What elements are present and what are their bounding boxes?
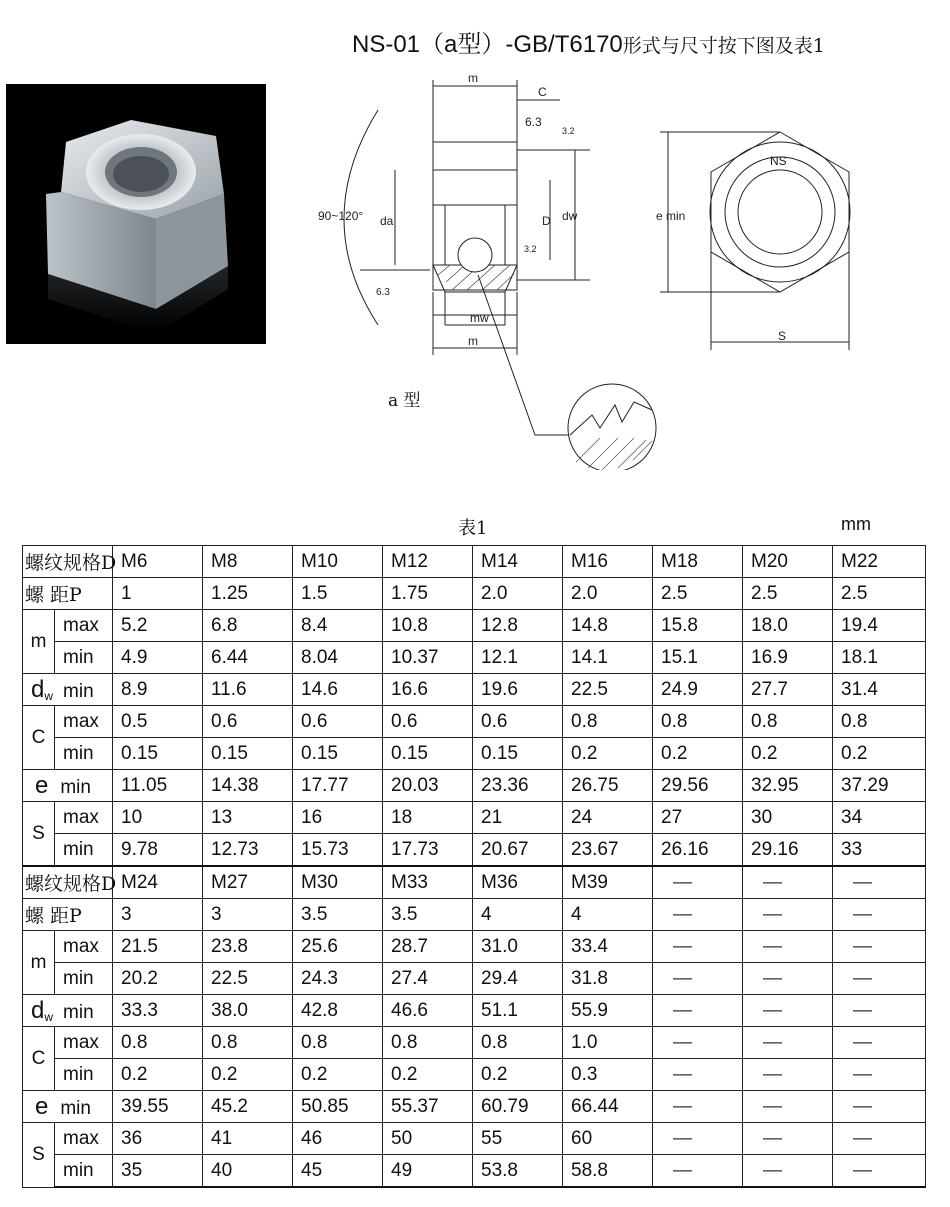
row-label-max: max — [55, 610, 113, 642]
table-cell: 3 — [203, 899, 293, 931]
table-cell: — — [833, 1091, 926, 1123]
table-cell: 0.8 — [653, 706, 743, 738]
table-cell: 31.8 — [563, 963, 653, 995]
table-cell: 26.16 — [653, 834, 743, 867]
label-dw: dw — [562, 209, 578, 223]
table-row — [23, 1123, 926, 1155]
table-cell: — — [743, 1059, 833, 1091]
table-row — [23, 931, 926, 963]
table-cell: — — [653, 963, 743, 995]
table-cell: 0.2 — [203, 1059, 293, 1091]
page-title — [352, 24, 825, 59]
label-d: D — [542, 214, 551, 228]
label-m-bottom: m — [468, 334, 478, 348]
table-cell: 17.77 — [293, 770, 383, 802]
dw-symbol: d — [31, 675, 45, 703]
table-cell: 18.1 — [833, 642, 926, 674]
table-cell: 0.15 — [293, 738, 383, 770]
table-cell: 26.75 — [563, 770, 653, 802]
table-cell: 8.4 — [293, 610, 383, 642]
table-cell: M39 — [563, 866, 653, 899]
table-cell: — — [743, 899, 833, 931]
table-cell: 9.78 — [113, 834, 203, 867]
table-cell: 23.67 — [563, 834, 653, 867]
table-cell: 8.9 — [113, 674, 203, 706]
table-cell: 60 — [563, 1123, 653, 1155]
table-cell: 22.5 — [563, 674, 653, 706]
table-cell: 0.2 — [653, 738, 743, 770]
row-label-max: max — [55, 931, 113, 963]
table-cell: 34 — [833, 802, 926, 834]
table-cell: 10.8 — [383, 610, 473, 642]
row-label-max: max — [55, 1027, 113, 1059]
table-cell: — — [743, 931, 833, 963]
row-label-dw — [23, 674, 113, 706]
table-cell: 20.03 — [383, 770, 473, 802]
title-main: NS-01（a型）-GB/T6170 — [352, 31, 623, 58]
spec-table-body — [23, 546, 926, 1188]
label-roughness-63-left: 6.3 — [376, 287, 390, 298]
label-e-min: e min — [656, 209, 686, 223]
table-cell: 20.2 — [113, 963, 203, 995]
table-cell: 0.2 — [113, 1059, 203, 1091]
table-cell: 16 — [293, 802, 383, 834]
table-cell: 1 — [113, 578, 203, 610]
table-cell: 31.4 — [833, 674, 926, 706]
table-cell: — — [743, 866, 833, 899]
table-cell: — — [653, 995, 743, 1027]
table-cell: 14.6 — [293, 674, 383, 706]
table-cell: 16.6 — [383, 674, 473, 706]
row-label-c: C — [23, 706, 55, 770]
table-row — [23, 1027, 926, 1059]
table-cell: 22.5 — [203, 963, 293, 995]
table-cell: 46.6 — [383, 995, 473, 1027]
table-cell: 55.37 — [383, 1091, 473, 1123]
table-row — [23, 899, 926, 931]
row-label-min: min — [55, 834, 113, 867]
dw-subscript: w — [44, 1009, 54, 1024]
table-cell: 0.8 — [113, 1027, 203, 1059]
row-label-s: S — [23, 802, 55, 867]
row-label-spec: 螺纹规格D — [23, 546, 113, 578]
table-cell: — — [833, 1155, 926, 1188]
table-cell: 16.9 — [743, 642, 833, 674]
table-cell: 66.44 — [563, 1091, 653, 1123]
table-cell: 0.15 — [473, 738, 563, 770]
table-cell: 49 — [383, 1155, 473, 1188]
spec-table — [22, 545, 926, 1188]
table-cell: — — [833, 931, 926, 963]
row-label-m: m — [23, 610, 55, 674]
table-row — [23, 1155, 926, 1188]
table-cell: 39.55 — [113, 1091, 203, 1123]
row-label-dw — [23, 995, 113, 1027]
table-cell: 24.9 — [653, 674, 743, 706]
table-cell: 14.38 — [203, 770, 293, 802]
table-cell: 2.0 — [563, 578, 653, 610]
table-cell: 0.2 — [833, 738, 926, 770]
table-cell: — — [833, 1123, 926, 1155]
label-ns: NS — [770, 154, 787, 168]
table-cell: 4.9 — [113, 642, 203, 674]
table-cell: 55.9 — [563, 995, 653, 1027]
table-cell: 1.25 — [203, 578, 293, 610]
row-label-c: C — [23, 1027, 55, 1091]
table-cell: 0.2 — [383, 1059, 473, 1091]
table-cell: 13 — [203, 802, 293, 834]
table-cell: 51.1 — [473, 995, 563, 1027]
table-cell: 29.16 — [743, 834, 833, 867]
row-label-max: max — [55, 1123, 113, 1155]
dw-min-label: min — [63, 680, 94, 702]
title-cn: 形式与尺寸按下图及表1 — [622, 35, 825, 57]
table-cell: 33.4 — [563, 931, 653, 963]
table-cell: 18 — [383, 802, 473, 834]
table-row — [23, 706, 926, 738]
table-cell: 1.5 — [293, 578, 383, 610]
table-cell: — — [833, 963, 926, 995]
table-cell: — — [833, 866, 926, 899]
table-cell: 24 — [563, 802, 653, 834]
table-caption: 表1 — [458, 518, 488, 539]
table-cell: 29.4 — [473, 963, 563, 995]
hex-nut-photo — [6, 84, 266, 344]
label-c: C — [538, 85, 547, 99]
table-cell: 37.29 — [833, 770, 926, 802]
table-cell: 38.0 — [203, 995, 293, 1027]
table-cell: 35 — [113, 1155, 203, 1188]
table-cell: — — [653, 1027, 743, 1059]
row-label-max: max — [55, 802, 113, 834]
table-cell: 0.6 — [473, 706, 563, 738]
table-cell: 41 — [203, 1123, 293, 1155]
table-cell: 0.6 — [293, 706, 383, 738]
table-row — [23, 802, 926, 834]
label-roughness-32-mid: 3.2 — [524, 244, 537, 254]
label-s: S — [778, 329, 787, 343]
table-cell: 0.2 — [563, 738, 653, 770]
table-row — [23, 738, 926, 770]
table-cell: 1.75 — [383, 578, 473, 610]
table-cell: — — [743, 1155, 833, 1188]
table-cell: 11.6 — [203, 674, 293, 706]
table-cell: 36 — [113, 1123, 203, 1155]
table-cell: M16 — [563, 546, 653, 578]
table-cell: 0.15 — [113, 738, 203, 770]
table-cell: 33.3 — [113, 995, 203, 1027]
dw-symbol: d — [31, 996, 45, 1024]
row-label-m: m — [23, 931, 55, 995]
table-cell: 2.5 — [743, 578, 833, 610]
table-row — [23, 963, 926, 995]
table-cell: 0.2 — [743, 738, 833, 770]
table-cell: 17.73 — [383, 834, 473, 867]
row-label-s: S — [23, 1123, 55, 1188]
table-cell: 0.8 — [833, 706, 926, 738]
table-row — [23, 1059, 926, 1091]
label-mw: mw — [470, 311, 489, 325]
row-label-pitch: 螺 距P — [23, 578, 113, 610]
table-row — [23, 546, 926, 578]
table-cell: 42.8 — [293, 995, 383, 1027]
table-cell: 15.1 — [653, 642, 743, 674]
table-cell: 0.8 — [473, 1027, 563, 1059]
table-cell: 23.36 — [473, 770, 563, 802]
table-cell: 24.3 — [293, 963, 383, 995]
table-cell: 25.6 — [293, 931, 383, 963]
e-min-label: min — [60, 1097, 91, 1119]
table-cell: 31.0 — [473, 931, 563, 963]
table-cell: — — [743, 963, 833, 995]
table-cell: M36 — [473, 866, 563, 899]
table-cell: 40 — [203, 1155, 293, 1188]
table-cell: 3.5 — [293, 899, 383, 931]
table-cell: 10.37 — [383, 642, 473, 674]
table-cell: 0.8 — [203, 1027, 293, 1059]
table-cell: 0.8 — [743, 706, 833, 738]
table-cell: 50 — [383, 1123, 473, 1155]
table-cell: M20 — [743, 546, 833, 578]
table-cell: 0.8 — [383, 1027, 473, 1059]
table-cell: 21 — [473, 802, 563, 834]
table-cell: M27 — [203, 866, 293, 899]
table-cell: 14.1 — [563, 642, 653, 674]
table-row — [23, 995, 926, 1027]
table-cell: — — [833, 1059, 926, 1091]
table-row — [23, 866, 926, 899]
table-cell: 10 — [113, 802, 203, 834]
table-row — [23, 1091, 926, 1123]
table-cell: 60.79 — [473, 1091, 563, 1123]
dw-min-label: min — [63, 1001, 94, 1023]
table-cell: 3.5 — [383, 899, 473, 931]
table-cell: 4 — [473, 899, 563, 931]
label-da: da — [380, 214, 394, 228]
row-label-pitch: 螺 距P — [23, 899, 113, 931]
table-cell: 5.2 — [113, 610, 203, 642]
table-unit: mm — [841, 514, 871, 534]
table-cell: 23.8 — [203, 931, 293, 963]
label-angle: 90~120° — [318, 209, 364, 223]
table-cell: 30 — [743, 802, 833, 834]
table-cell: — — [743, 1091, 833, 1123]
table-cell: 58.8 — [563, 1155, 653, 1188]
table-cell: — — [743, 995, 833, 1027]
table-cell: — — [653, 1091, 743, 1123]
table-cell: 0.15 — [203, 738, 293, 770]
table-cell: 45 — [293, 1155, 383, 1188]
table-cell: 29.56 — [653, 770, 743, 802]
e-symbol: e — [35, 771, 49, 799]
row-label-max: max — [55, 706, 113, 738]
table-cell: — — [653, 899, 743, 931]
table-cell: 50.85 — [293, 1091, 383, 1123]
table-cell: — — [653, 931, 743, 963]
table-cell: 2.5 — [833, 578, 926, 610]
table-cell: M10 — [293, 546, 383, 578]
table-cell: — — [833, 1027, 926, 1059]
table-cell: 3 — [113, 899, 203, 931]
table-row — [23, 674, 926, 706]
table-cell: 15.8 — [653, 610, 743, 642]
row-label-min: min — [55, 1059, 113, 1091]
row-label-min: min — [55, 642, 113, 674]
table-cell: — — [833, 995, 926, 1027]
table-cell: 1.0 — [563, 1027, 653, 1059]
table-cell: M22 — [833, 546, 926, 578]
table-cell: M24 — [113, 866, 203, 899]
table-cell: 45.2 — [203, 1091, 293, 1123]
table-cell: 8.04 — [293, 642, 383, 674]
table-cell: — — [743, 1027, 833, 1059]
table-cell: 27 — [653, 802, 743, 834]
dw-subscript: w — [44, 688, 54, 703]
table-cell: 19.4 — [833, 610, 926, 642]
table-cell: 2.5 — [653, 578, 743, 610]
table-cell: 19.6 — [473, 674, 563, 706]
label-roughness-63: 6.3 — [525, 115, 542, 129]
table-cell: 53.8 — [473, 1155, 563, 1188]
table-cell: — — [653, 1059, 743, 1091]
table-cell: 28.7 — [383, 931, 473, 963]
table-cell: 11.05 — [113, 770, 203, 802]
table-cell: 18.0 — [743, 610, 833, 642]
table-cell: 12.1 — [473, 642, 563, 674]
row-label-spec: 螺纹规格D — [23, 866, 113, 899]
table-cell: 33 — [833, 834, 926, 867]
table-cell: 0.8 — [293, 1027, 383, 1059]
table-cell: 6.44 — [203, 642, 293, 674]
table-cell: M8 — [203, 546, 293, 578]
label-roughness-32-top: 3.2 — [562, 126, 575, 136]
table-row — [23, 834, 926, 867]
table-cell: — — [653, 1155, 743, 1188]
table-cell: 27.4 — [383, 963, 473, 995]
technical-drawing — [300, 70, 880, 470]
table-cell: — — [653, 1123, 743, 1155]
table-cell: 0.2 — [473, 1059, 563, 1091]
table-cell: M6 — [113, 546, 203, 578]
table-cell: 12.73 — [203, 834, 293, 867]
table-cell: 0.8 — [563, 706, 653, 738]
table-cell: 20.67 — [473, 834, 563, 867]
table-cell: 0.5 — [113, 706, 203, 738]
table-cell: 21.5 — [113, 931, 203, 963]
table-cell: M18 — [653, 546, 743, 578]
table-cell: 12.8 — [473, 610, 563, 642]
table-row — [23, 578, 926, 610]
table-cell: 14.8 — [563, 610, 653, 642]
table-cell: 0.3 — [563, 1059, 653, 1091]
row-label-min: min — [55, 963, 113, 995]
table-cell: 6.8 — [203, 610, 293, 642]
row-label-min: min — [55, 738, 113, 770]
table-cell: M12 — [383, 546, 473, 578]
row-label-min: min — [55, 1155, 113, 1188]
e-min-label: min — [60, 776, 91, 798]
table-cell: 27.7 — [743, 674, 833, 706]
table-cell: — — [653, 866, 743, 899]
row-label-e — [23, 770, 113, 802]
table-cell: M14 — [473, 546, 563, 578]
table-row — [23, 770, 926, 802]
table-cell: 0.6 — [203, 706, 293, 738]
table-cell: — — [833, 899, 926, 931]
hex-nut-image — [6, 84, 266, 344]
table-cell: 0.6 — [383, 706, 473, 738]
table-row — [23, 610, 926, 642]
table-cell: M33 — [383, 866, 473, 899]
row-label-e — [23, 1091, 113, 1123]
table-cell: M30 — [293, 866, 383, 899]
table-cell: 0.15 — [383, 738, 473, 770]
table-cell: 2.0 — [473, 578, 563, 610]
table-cell: 15.73 — [293, 834, 383, 867]
table-cell: 32.95 — [743, 770, 833, 802]
table-cell: 0.2 — [293, 1059, 383, 1091]
table-cell: 4 — [563, 899, 653, 931]
label-m-top: m — [468, 71, 478, 85]
table-cell: 46 — [293, 1123, 383, 1155]
e-symbol: e — [35, 1092, 49, 1120]
type-label: a 型 — [388, 391, 421, 411]
table-cell: 55 — [473, 1123, 563, 1155]
table-cell: — — [743, 1123, 833, 1155]
table-row — [23, 642, 926, 674]
